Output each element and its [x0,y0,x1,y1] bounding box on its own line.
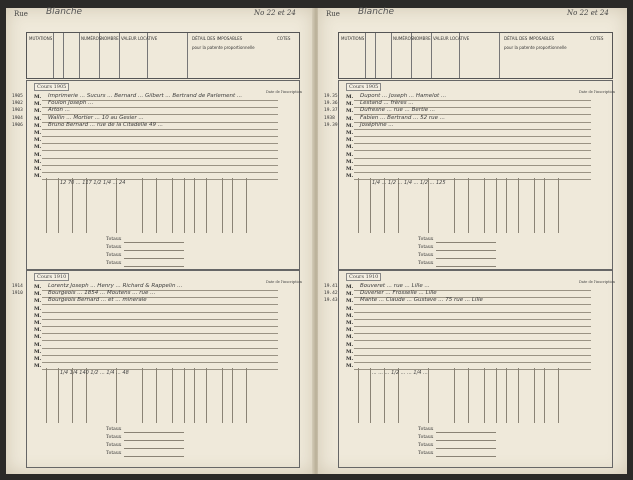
side-inscription-label: Date de l'inscription [266,90,303,94]
entry-m-label: M. [34,144,42,151]
entry-m-label: M. [346,122,354,129]
totals-line [124,242,184,243]
entry-line [354,319,591,320]
header-detail: DÉTAIL DES IMPOSABLES [192,36,243,41]
totals-line [436,448,496,449]
entry-m-label: M. [346,137,354,144]
totals-line [124,250,184,251]
entry-line [354,165,591,166]
entry-m-label: M. [34,151,42,158]
totals-line [436,440,496,441]
header-cotes: COTES [590,36,604,41]
header-number: No 22 et 24 [254,9,296,17]
side-inscription-label: Date de l'inscription [266,280,303,284]
totals-line [124,432,184,433]
grid-column-line [468,178,469,233]
entry-line [354,333,591,334]
entry-row-number: 1904 [12,115,23,121]
entry-line [42,143,278,144]
totals-line [436,432,496,433]
grid-column-line [246,368,247,423]
grid-column-line [172,368,173,423]
entry-line [42,362,278,363]
grid-column-line [232,178,233,233]
assessment-values: 1/4 1/4 140 1/2 ... 1/4 ... 48 [60,370,129,376]
grid-column-line [384,368,385,423]
totals-line [124,448,184,449]
totals-line [436,456,496,457]
grid-column-line [142,178,143,233]
assessment-values: 12 70 ... 117 1/2 1/4 ... 24 [60,180,126,186]
column-header-block [338,32,613,79]
entry-line [42,326,278,327]
entry-row-number: 19.36 [324,101,338,107]
entry-line [354,340,591,341]
entry-line [42,165,278,166]
grid-column-line [58,178,59,233]
entry-line [354,158,591,159]
entry-m-label: M. [34,356,42,362]
entry-line [42,340,278,341]
handwritten-entry: Imprimerie ... Sucurs ... Bernard ... Gilbert ... Bertrand de Parlement ... [48,93,243,99]
header-valeur: VALEUR LOCATIVE [121,36,158,41]
entry-m-label: M. [346,173,354,180]
entry-line [354,172,591,173]
totals-line [436,242,496,243]
section-label: Cours 1905 [34,83,69,91]
entry-line [354,129,591,130]
entry-row-number: 19.42 [324,291,338,297]
header-col-divider [63,33,64,78]
grid-column-line [558,368,559,423]
column-header-block [26,32,300,79]
entry-m-label: M. [346,144,354,151]
grid-column-line [428,178,429,233]
entry-line [354,355,591,356]
entry-m-label: M. [34,101,42,108]
grid-column-line [370,368,371,423]
handwritten-entry: Duverier ... Frosselle ... Lille [360,290,437,297]
header-street-name: Blanche [46,7,83,17]
entry-m-label: M. [346,284,354,290]
entry-m-label: M. [346,356,354,362]
entry-m-label: M. [34,122,42,129]
right-page [318,8,627,474]
entry-row-number: 1910 [12,291,23,297]
entry-m-label: M. [346,363,354,370]
assessment-values: ... ... ... 1/2 ... ... 1/4 ... [372,370,428,376]
entry-row-number: 19.35 [324,94,338,99]
handwritten-entry: Wallin ... Mortier ... 10 au Gesier ... [48,114,144,121]
totals-line [124,258,184,259]
handwritten-entry: Lorentz Joseph ... Henry ... Richard & Rappelin ... [48,283,183,289]
totals-label: Totaux [106,237,122,242]
grid-column-line [86,178,87,233]
grid-column-line [398,368,399,423]
entry-m-label: M. [346,291,354,298]
header-number: No 22 et 24 [567,9,609,17]
totals-label: Totaux [106,253,122,258]
header-nombre: NOMBRE [101,36,119,41]
grid-column-line [116,178,117,233]
entry-m-label: M. [34,94,42,100]
entry-m-label: M. [346,101,354,108]
header-col-divider [53,33,54,78]
entry-m-label: M. [34,327,42,334]
header-rue-label: Rue [326,10,340,18]
grid-column-line [86,368,87,423]
grid-column-line [194,368,195,423]
entry-m-label: M. [346,94,354,100]
section-label: Cours 1905 [346,83,381,91]
assessment-values: 1/4 ... 1/2 ... 1/4 ... 1/2 ... 125 [372,180,446,186]
grid-column-line [468,368,469,423]
grid-column-line [544,368,545,423]
grid-column-line [72,178,73,233]
entry-row-number: 1905 [12,94,23,99]
entry-line [42,333,278,334]
grid-column-line [558,178,559,233]
entry-m-label: M. [346,312,354,319]
entry-line [354,312,591,313]
entry-line [42,355,278,356]
totals-line [436,250,496,251]
entry-line [354,362,591,363]
entry-m-label: M. [34,137,42,144]
header-numeros: NUMÉROS [393,36,414,41]
header-col-divider [375,33,376,78]
grid-column-line [454,178,455,233]
entry-line [42,150,278,151]
entry-line [354,136,591,137]
totals-label: Totaux [418,427,434,432]
entry-m-label: M. [346,320,354,326]
header-detail: DÉTAIL DES IMPOSABLES [504,36,555,41]
grid-column-line [428,368,429,423]
header-patente: pour la patente proportionnelle [504,45,567,50]
entry-m-label: M. [346,166,354,172]
entry-m-label: M. [34,173,42,180]
entry-row-number: 1938 [324,115,335,121]
grid-column-line [184,368,185,423]
grid-column-line [194,178,195,233]
handwritten-entry: Fabien ... Bertrand ... 52 rue ... [360,114,445,121]
totals-label: Totaux [418,245,434,250]
grid-column-line [484,178,485,233]
entry-m-label: M. [34,284,42,290]
entry-m-label: M. [346,305,354,312]
entry-m-label: M. [34,305,42,312]
handwritten-entry: Joséphine ... [360,121,394,128]
entry-m-label: M. [346,298,354,305]
grid-column-line [46,368,47,423]
entry-m-label: M. [346,151,354,158]
handwritten-entry: Bouveret ... rue ... Lille ... [360,283,430,289]
totals-line [436,258,496,259]
entry-m-label: M. [34,130,42,136]
handwritten-entry: Lestand ... frères ... [360,100,414,107]
entry-m-label: M. [34,312,42,319]
entry-m-label: M. [346,348,354,355]
totals-label: Totaux [418,237,434,242]
grid-column-line [370,178,371,233]
entry-line [42,312,278,313]
handwritten-entry: Arton ... [48,107,71,114]
entry-line [354,304,591,305]
entry-row-number: 19.37 [324,108,338,114]
header-cotes: COTES [277,36,291,41]
section-label: Cours 1910 [34,273,69,281]
entry-m-label: M. [34,334,42,341]
grid-column-line [358,368,359,423]
entry-line [42,348,278,349]
entry-line [354,150,591,151]
entry-line [42,158,278,159]
grid-column-line [506,368,507,423]
totals-label: Totaux [418,435,434,440]
entry-line [42,172,278,173]
totals-label: Totaux [106,451,122,456]
grid-column-line [232,368,233,423]
entry-row-number: 19.39 [324,122,338,128]
header-numeros: NUMÉROS [81,36,102,41]
header-col-divider [187,33,188,78]
grid-column-line [454,368,455,423]
entry-line [354,143,591,144]
entry-line [354,326,591,327]
entry-m-label: M. [34,298,42,305]
entry-m-label: M. [34,108,42,115]
handwritten-entry: Bruno Bernard ... rue de la Citadelle 49 ... [48,121,163,128]
entry-row-number: 1902 [12,101,23,107]
entry-m-label: M. [34,320,42,326]
header-col-divider [431,33,432,78]
entry-line [42,304,278,305]
entry-m-label: M. [34,115,42,122]
totals-line [436,266,496,267]
entry-m-label: M. [346,341,354,348]
header-street-name: Blanche [358,7,395,17]
grid-column-line [184,178,185,233]
header-col-divider [119,33,120,78]
entry-m-label: M. [346,327,354,334]
header-mutations: MUTATIONS [29,36,53,41]
handwritten-entry: Mante ... Claude ... Gustave ... 75 rue ... Lille [360,297,483,304]
totals-label: Totaux [418,261,434,266]
header-patente: pour la patente proportionnelle [192,45,255,50]
grid-column-line [206,178,207,233]
entry-m-label: M. [34,158,42,165]
entry-m-label: M. [346,115,354,122]
grid-column-line [222,368,223,423]
grid-column-line [358,178,359,233]
entry-m-label: M. [346,108,354,115]
entry-line [42,319,278,320]
entry-m-label: M. [346,334,354,341]
grid-column-line [496,178,497,233]
grid-column-line [72,368,73,423]
handwritten-entry: Dupont ... Joseph ... Hamelot ... [360,93,447,99]
totals-line [124,266,184,267]
side-inscription-label: Date de l'inscription [579,90,616,94]
entry-row-number: 19.43 [324,298,338,304]
header-nombre: NOMBRE [413,36,431,41]
grid-column-line [518,178,519,233]
entry-m-label: M. [346,130,354,136]
grid-column-line [384,178,385,233]
grid-column-line [484,368,485,423]
grid-column-line [534,368,535,423]
entry-m-label: M. [34,348,42,355]
left-page [6,8,314,474]
entry-line [354,348,591,349]
grid-column-line [544,178,545,233]
handwritten-entry: Bourgeois ... 1854 ... Moutens ... rue ... [48,290,156,297]
header-col-divider [79,33,80,78]
grid-column-line [172,178,173,233]
handwritten-entry: Dufresne ... rue ... Bertie ... [360,107,436,114]
totals-label: Totaux [106,427,122,432]
grid-column-line [246,178,247,233]
entry-row-number: 1903 [12,108,23,114]
entry-m-label: M. [34,341,42,348]
totals-label: Totaux [418,253,434,258]
totals-label: Totaux [418,443,434,448]
grid-column-line [222,178,223,233]
entry-m-label: M. [346,158,354,165]
side-inscription-label: Date de l'inscription [579,280,616,284]
grid-column-line [142,368,143,423]
entry-line [42,107,278,108]
grid-column-line [156,368,157,423]
totals-line [124,440,184,441]
header-valeur: VALEUR LOCATIVE [433,36,470,41]
grid-column-line [398,178,399,233]
handwritten-entry: Bourgeois Bernard ... et ... minerale [48,297,147,304]
grid-column-line [206,368,207,423]
grid-column-line [116,368,117,423]
header-mutations: MUTATIONS [341,36,365,41]
totals-label: Totaux [106,443,122,448]
handwritten-entry: Foulon Joseph ... [48,100,94,107]
totals-line [124,456,184,457]
totals-label: Totaux [106,261,122,266]
entry-m-label: M. [34,291,42,298]
totals-label: Totaux [106,435,122,440]
entry-line [42,136,278,137]
entry-row-number: 1914 [12,284,23,289]
entry-m-label: M. [34,363,42,370]
header-col-divider [499,33,500,78]
header-rue-label: Rue [14,10,28,18]
entry-row-number: 1906 [12,122,23,128]
grid-column-line [506,178,507,233]
header-col-divider [391,33,392,78]
entry-m-label: M. [34,166,42,172]
grid-column-line [534,178,535,233]
grid-column-line [156,178,157,233]
totals-label: Totaux [418,451,434,456]
section-label: Cours 1910 [346,273,381,281]
header-col-divider [365,33,366,78]
totals-label: Totaux [106,245,122,250]
grid-column-line [518,368,519,423]
entry-line [42,129,278,130]
grid-column-line [58,368,59,423]
grid-column-line [496,368,497,423]
grid-column-line [46,178,47,233]
entry-row-number: 19.41 [324,284,338,289]
